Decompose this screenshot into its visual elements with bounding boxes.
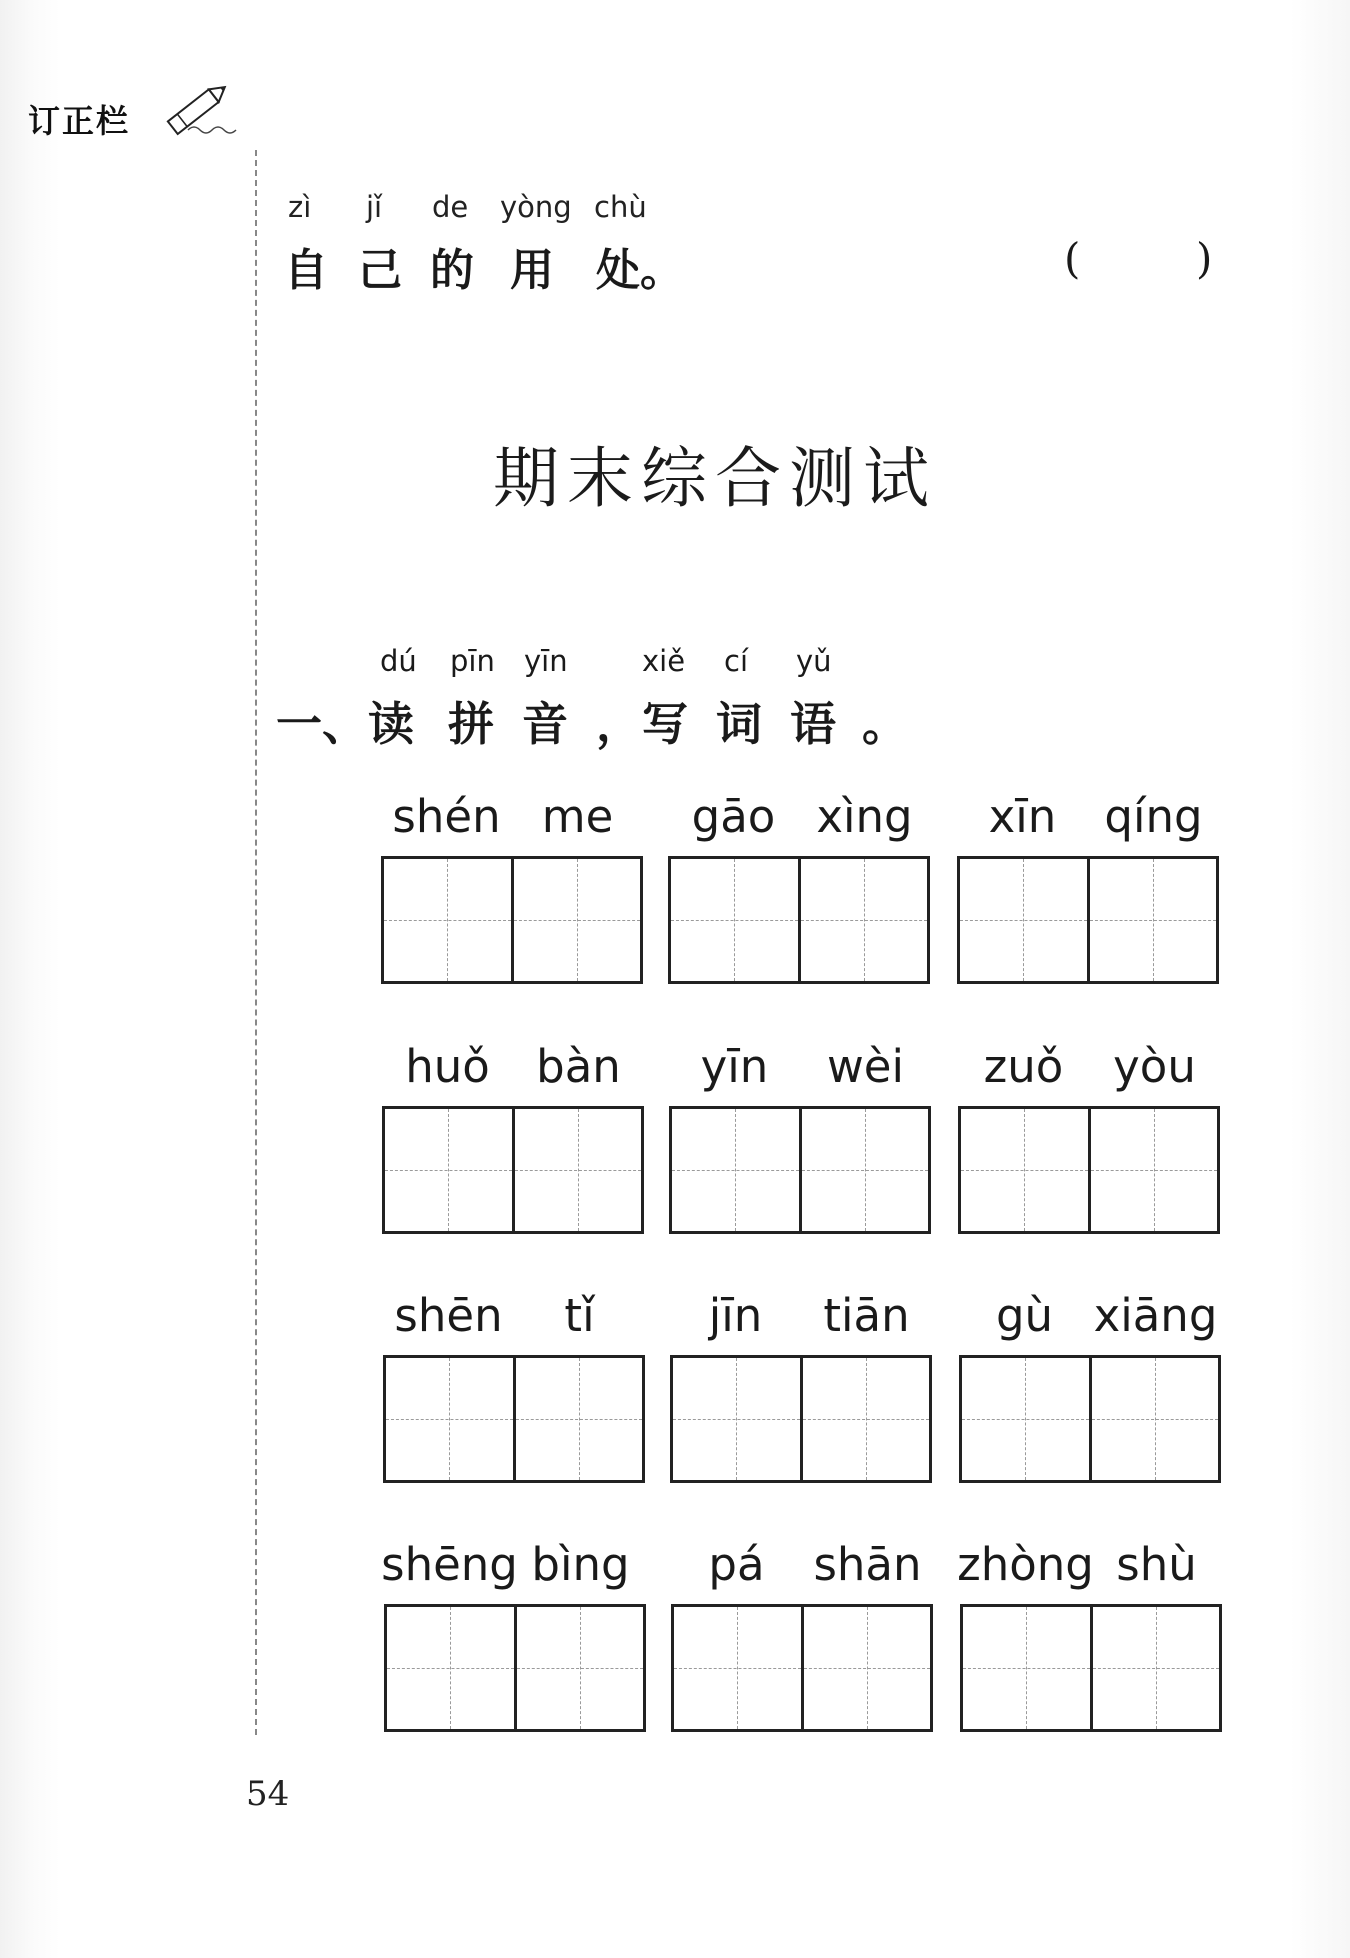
pinyin-syllable: yòng bbox=[500, 190, 572, 224]
tianzige-cell[interactable] bbox=[800, 1358, 930, 1480]
tianzige-cell[interactable] bbox=[387, 1607, 514, 1729]
hanzi-char: 的 bbox=[430, 245, 474, 296]
pinyin-syllable: chù bbox=[594, 190, 647, 224]
answer-paren-close: ) bbox=[1196, 234, 1213, 283]
tianzige-cell[interactable] bbox=[1089, 1358, 1219, 1480]
tianzige-cell[interactable] bbox=[1087, 859, 1217, 981]
tianzige-cell[interactable] bbox=[798, 859, 928, 981]
word-pinyin: pá bbox=[708, 1538, 765, 1591]
pinyin-syllable: zì bbox=[288, 190, 312, 224]
tianzige-cell[interactable] bbox=[960, 859, 1087, 981]
word-pinyin: gù bbox=[995, 1289, 1054, 1342]
heading-part: 语 bbox=[790, 697, 836, 751]
answer-paren-open: ( bbox=[1064, 234, 1081, 283]
tianzige-cell[interactable] bbox=[672, 1109, 799, 1231]
word-pinyin: gāo bbox=[691, 790, 776, 843]
character-grid[interactable] bbox=[957, 856, 1219, 984]
character-grid[interactable] bbox=[383, 1355, 645, 1483]
word-pinyin: jīn bbox=[708, 1289, 763, 1342]
word-pinyin: yòu bbox=[1113, 1040, 1196, 1093]
character-grid[interactable] bbox=[382, 1106, 644, 1234]
tianzige-cell[interactable] bbox=[962, 1358, 1089, 1480]
margin-divider bbox=[255, 150, 257, 1735]
character-grid[interactable] bbox=[670, 1355, 932, 1483]
tianzige-cell[interactable] bbox=[963, 1607, 1090, 1729]
hanzi-char: 自 bbox=[284, 245, 328, 296]
character-grid[interactable] bbox=[671, 1604, 933, 1732]
heading-part: 。 bbox=[862, 697, 908, 751]
heading-part: 一、读 bbox=[276, 697, 414, 751]
word-pinyin: xīn bbox=[988, 790, 1057, 843]
correction-column-title: 订正栏 bbox=[28, 102, 131, 140]
hanzi-char: 己 bbox=[358, 245, 402, 296]
pinyin-syllable: cí bbox=[724, 644, 749, 678]
tianzige-cell[interactable] bbox=[514, 1607, 644, 1729]
pinyin-syllable: jǐ bbox=[366, 190, 383, 224]
test-title: 期末综合测试 bbox=[493, 440, 937, 517]
word-pinyin: xiāng bbox=[1093, 1289, 1218, 1342]
word-pinyin: shēn bbox=[394, 1289, 503, 1342]
hanzi-char: 用 bbox=[510, 245, 554, 296]
heading-part: 拼 bbox=[448, 697, 494, 751]
tianzige-cell[interactable] bbox=[673, 1358, 800, 1480]
word-pinyin: bìng bbox=[531, 1538, 630, 1591]
word-pinyin: me bbox=[541, 790, 614, 843]
tianzige-cell[interactable] bbox=[674, 1607, 801, 1729]
page-number: 54 bbox=[246, 1774, 290, 1814]
word-pinyin: wèi bbox=[827, 1040, 904, 1093]
heading-part: 词 bbox=[716, 697, 762, 751]
tianzige-cell[interactable] bbox=[1090, 1607, 1220, 1729]
tianzige-cell[interactable] bbox=[1088, 1109, 1218, 1231]
word-pinyin: shù bbox=[1116, 1538, 1197, 1591]
character-grid[interactable] bbox=[669, 1106, 931, 1234]
word-pinyin: yīn bbox=[700, 1040, 769, 1093]
pinyin-syllable: de bbox=[432, 190, 469, 224]
character-grid[interactable] bbox=[958, 1106, 1220, 1234]
word-pinyin: zuǒ bbox=[983, 1040, 1064, 1093]
character-grid[interactable] bbox=[381, 856, 643, 984]
pinyin-syllable: yǔ bbox=[796, 644, 832, 678]
word-pinyin: zhòng bbox=[957, 1538, 1094, 1591]
tianzige-cell[interactable] bbox=[799, 1109, 929, 1231]
pinyin-syllable: pīn bbox=[450, 644, 495, 678]
character-grid[interactable] bbox=[960, 1604, 1222, 1732]
tianzige-cell[interactable] bbox=[513, 1358, 643, 1480]
word-pinyin: qíng bbox=[1104, 790, 1203, 843]
word-pinyin: bàn bbox=[536, 1040, 621, 1093]
heading-part: 音 bbox=[522, 697, 568, 751]
word-pinyin: tiān bbox=[823, 1289, 910, 1342]
tianzige-cell[interactable] bbox=[671, 859, 798, 981]
hanzi-char: 处。 bbox=[596, 245, 684, 296]
word-pinyin: huǒ bbox=[405, 1040, 490, 1093]
heading-part: ，写 bbox=[596, 697, 688, 751]
tianzige-cell[interactable] bbox=[384, 859, 511, 981]
word-pinyin: xìng bbox=[816, 790, 913, 843]
tianzige-cell[interactable] bbox=[961, 1109, 1088, 1231]
tianzige-cell[interactable] bbox=[511, 859, 641, 981]
tianzige-cell[interactable] bbox=[386, 1358, 513, 1480]
tianzige-cell[interactable] bbox=[801, 1607, 931, 1729]
character-grid[interactable] bbox=[668, 856, 930, 984]
word-pinyin: tǐ bbox=[564, 1289, 595, 1342]
tianzige-cell[interactable] bbox=[512, 1109, 642, 1231]
word-pinyin: shān bbox=[813, 1538, 922, 1591]
tianzige-cell[interactable] bbox=[385, 1109, 512, 1231]
character-grid[interactable] bbox=[384, 1604, 646, 1732]
pinyin-syllable: dú bbox=[380, 644, 417, 678]
pinyin-syllable: yīn bbox=[524, 644, 568, 678]
pinyin-syllable: xiě bbox=[642, 644, 686, 678]
character-grid[interactable] bbox=[959, 1355, 1221, 1483]
word-pinyin: shēng bbox=[381, 1538, 518, 1591]
word-pinyin: shén bbox=[392, 790, 501, 843]
pencil-icon bbox=[158, 78, 248, 136]
